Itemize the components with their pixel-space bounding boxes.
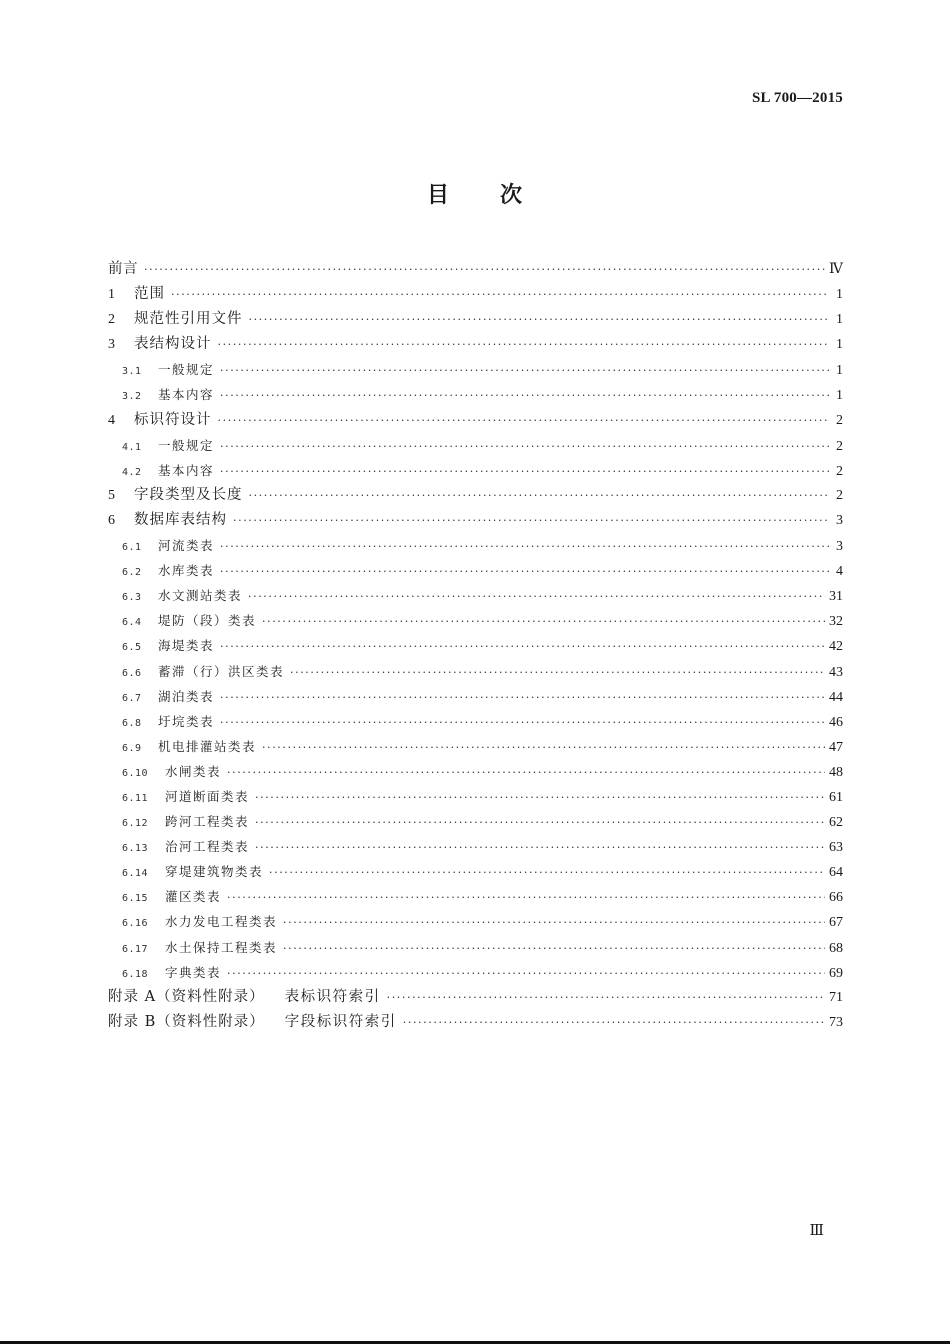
toc-title [0,178,950,209]
toc-entry[interactable] [108,659,843,684]
toc-entry-number: 6.10 [122,767,149,779]
toc-entry-label: 水土保持工程类表 [165,939,278,955]
toc-dot-leader [220,459,829,484]
toc-entry-page: 2 [836,463,843,479]
toc-entry-page: 2 [836,487,843,503]
toc-dot-leader [218,332,830,357]
toc-entry-label: 河道断面类表 [165,788,250,804]
toc-entry-page: 31 [829,589,843,605]
toc-entry-number: 6.8 [122,717,142,729]
toc-dot-leader [220,383,829,408]
toc-entry[interactable] [108,1010,843,1035]
toc-entry-number: 6.16 [122,918,149,930]
toc-entry-number: 6 [108,512,115,528]
toc-dot-leader [227,760,825,785]
toc-entry[interactable] [108,909,843,934]
toc-entry[interactable] [108,433,843,458]
toc-dot-leader [269,860,825,885]
toc-entry-number: 6.1 [122,542,142,554]
toc-entry-page: 43 [829,664,843,680]
toc-entry-page: 62 [829,815,843,831]
toc-entry-page: 2 [836,438,843,454]
toc-entry-number: 6.7 [122,692,142,704]
toc-entry-page: 68 [829,940,843,956]
toc-entry-number: 6.15 [122,893,149,905]
toc-entry-page: 67 [829,915,843,931]
toc-entry-label: 表结构设计 [134,336,212,353]
toc-dot-leader [220,434,829,459]
toc-entry-label: 水文测站类表 [158,588,243,604]
page-number: Ⅲ [809,1223,824,1239]
toc-title-char-1: 目 [426,183,450,208]
toc-entry[interactable] [108,834,843,859]
toc-entry[interactable] [108,408,843,433]
toc-entry-number: 3.1 [122,366,142,378]
toc-entry[interactable] [108,558,843,583]
toc-entry[interactable] [108,533,843,558]
toc-dot-leader [220,685,825,710]
toc-entry-label: 水力发电工程类表 [165,914,278,930]
toc-entry[interactable] [108,282,843,307]
toc-entry[interactable] [108,809,843,834]
toc-entry-page: 66 [829,890,843,906]
toc-entry-number: 6.12 [122,818,149,830]
toc-dot-leader [233,508,829,533]
toc-dot-leader [218,408,830,433]
toc-entry-page: 61 [829,789,843,805]
toc-entry-page: 63 [829,840,843,856]
toc-entry-label: 规范性引用文件 [134,311,243,328]
toc-entry-number: 6.5 [122,642,142,654]
toc-entry-label: 标识符设计 [134,411,212,428]
toc-entry-sublabel: 表标识符索引 [284,988,381,1005]
toc-entry[interactable] [108,608,843,633]
toc-entry[interactable] [108,633,843,658]
toc-entry[interactable] [108,734,843,759]
toc-dot-leader [249,307,830,332]
toc-entry-label: 水闸类表 [165,763,222,779]
toc-entry-label: 基本内容 [158,387,215,403]
toc-dot-leader [220,534,829,559]
toc-entry-number: 6.9 [122,742,142,754]
toc-entry[interactable] [108,709,843,734]
table-of-contents [108,257,843,1035]
toc-entry-label: 机电排灌站类表 [158,738,257,754]
toc-entry[interactable] [108,357,843,382]
toc-entry-page: 3 [836,539,843,555]
toc-entry[interactable] [108,382,843,407]
toc-entry-page: 71 [829,989,843,1005]
toc-dot-leader [144,257,825,282]
toc-dot-leader [262,735,825,760]
toc-entry-number: 6.13 [122,843,149,855]
toc-entry-label: 蓄滞（行）洪区类表 [158,663,285,679]
toc-entry[interactable] [108,960,843,985]
toc-entry-page: 32 [829,614,843,630]
toc-entry[interactable] [108,458,843,483]
toc-entry[interactable] [108,307,843,332]
toc-entry-number: 6.4 [122,617,142,629]
toc-entry-page: 1 [836,388,843,404]
toc-entry-page: 46 [829,714,843,730]
toc-entry-number: 6.2 [122,567,142,579]
toc-entry-label: 河流类表 [158,538,215,554]
toc-entry-label: 附录 B（资料性附录） [108,1013,265,1030]
toc-entry-label: 基本内容 [158,462,215,478]
toc-entry-number: 6.17 [122,943,149,955]
toc-entry-number: 4 [108,412,115,428]
toc-dot-leader [227,961,825,986]
toc-entry-page: 1 [836,312,843,328]
toc-entry-number: 1 [108,287,115,303]
toc-entry-label: 堤防（段）类表 [158,613,257,629]
toc-entry[interactable] [108,985,843,1010]
toc-entry[interactable] [108,784,843,809]
toc-entry-page: Ⅳ [829,262,843,277]
toc-entry-page: 44 [829,689,843,705]
toc-entry-label: 跨河工程类表 [165,814,250,830]
toc-entry[interactable] [108,508,843,533]
toc-entry-label: 附录 A（资料性附录） [108,988,265,1005]
toc-entry-label: 穿堤建筑物类表 [165,864,264,880]
toc-entry[interactable] [108,483,843,508]
toc-dot-leader [171,282,829,307]
toc-dot-leader [255,785,825,810]
toc-dot-leader [403,1010,825,1035]
toc-entry-label: 一般规定 [158,362,215,378]
toc-dot-leader [290,660,825,685]
toc-entry-page: 3 [836,512,843,528]
toc-entry-page: 42 [829,639,843,655]
toc-dot-leader [220,559,829,584]
toc-dot-leader [249,483,830,508]
toc-entry[interactable] [108,257,843,282]
toc-entry-page: 1 [836,337,843,353]
standard-code: SL 700—2015 [752,90,843,106]
toc-entry-number: 3 [108,337,115,353]
toc-dot-leader [283,936,825,961]
toc-entry-page: 69 [829,965,843,981]
toc-entry-page: 48 [829,764,843,780]
toc-dot-leader [220,710,825,735]
toc-entry-number: 3.2 [122,391,142,403]
toc-entry-label: 海堤类表 [158,638,215,654]
toc-entry-page: 47 [829,739,843,755]
toc-entry-number: 4.1 [122,441,142,453]
toc-entry-number: 5 [108,487,115,503]
toc-title-char-2: 次 [500,183,524,208]
toc-entry-number: 6.3 [122,592,142,604]
toc-dot-leader [255,835,825,860]
toc-entry-label: 水库类表 [158,563,215,579]
toc-entry-label: 字段类型及长度 [134,486,243,503]
toc-entry-label: 圩垸类表 [158,713,215,729]
toc-dot-leader [387,985,825,1010]
toc-entry-sublabel: 字段标识符索引 [284,1013,397,1030]
toc-entry-page: 1 [836,287,843,303]
toc-entry[interactable] [108,583,843,608]
toc-entry-label: 数据库表结构 [134,511,227,528]
toc-dot-leader [220,634,825,659]
toc-dot-leader [262,609,825,634]
toc-entry-number: 4.2 [122,466,142,478]
toc-entry-label: 一般规定 [158,437,215,453]
toc-entry[interactable] [108,935,843,960]
toc-entry[interactable] [108,332,843,357]
toc-entry[interactable] [108,884,843,909]
toc-dot-leader [220,358,829,383]
toc-entry-label: 字典类表 [165,964,222,980]
toc-entry-page: 2 [836,412,843,428]
toc-entry-label: 治河工程类表 [165,839,250,855]
toc-entry-label: 湖泊类表 [158,688,215,704]
toc-dot-leader [248,584,825,609]
toc-entry-number: 6.11 [122,792,149,804]
toc-entry-number: 6.6 [122,667,142,679]
toc-entry-label: 前言 [108,261,138,277]
toc-entry-label: 范围 [134,286,165,303]
toc-entry[interactable] [108,759,843,784]
toc-dot-leader [283,910,825,935]
toc-entry[interactable] [108,859,843,884]
toc-entry-page: 64 [829,865,843,881]
toc-dot-leader [255,810,825,835]
toc-entry-number: 6.14 [122,868,149,880]
toc-entry-label: 灌区类表 [165,889,222,905]
toc-entry-page: 73 [829,1014,843,1030]
toc-entry-number: 6.18 [122,968,149,980]
toc-entry-number: 2 [108,312,115,328]
toc-entry-page: 4 [836,564,843,580]
toc-entry-page: 1 [836,363,843,379]
toc-entry[interactable] [108,684,843,709]
toc-dot-leader [227,885,825,910]
